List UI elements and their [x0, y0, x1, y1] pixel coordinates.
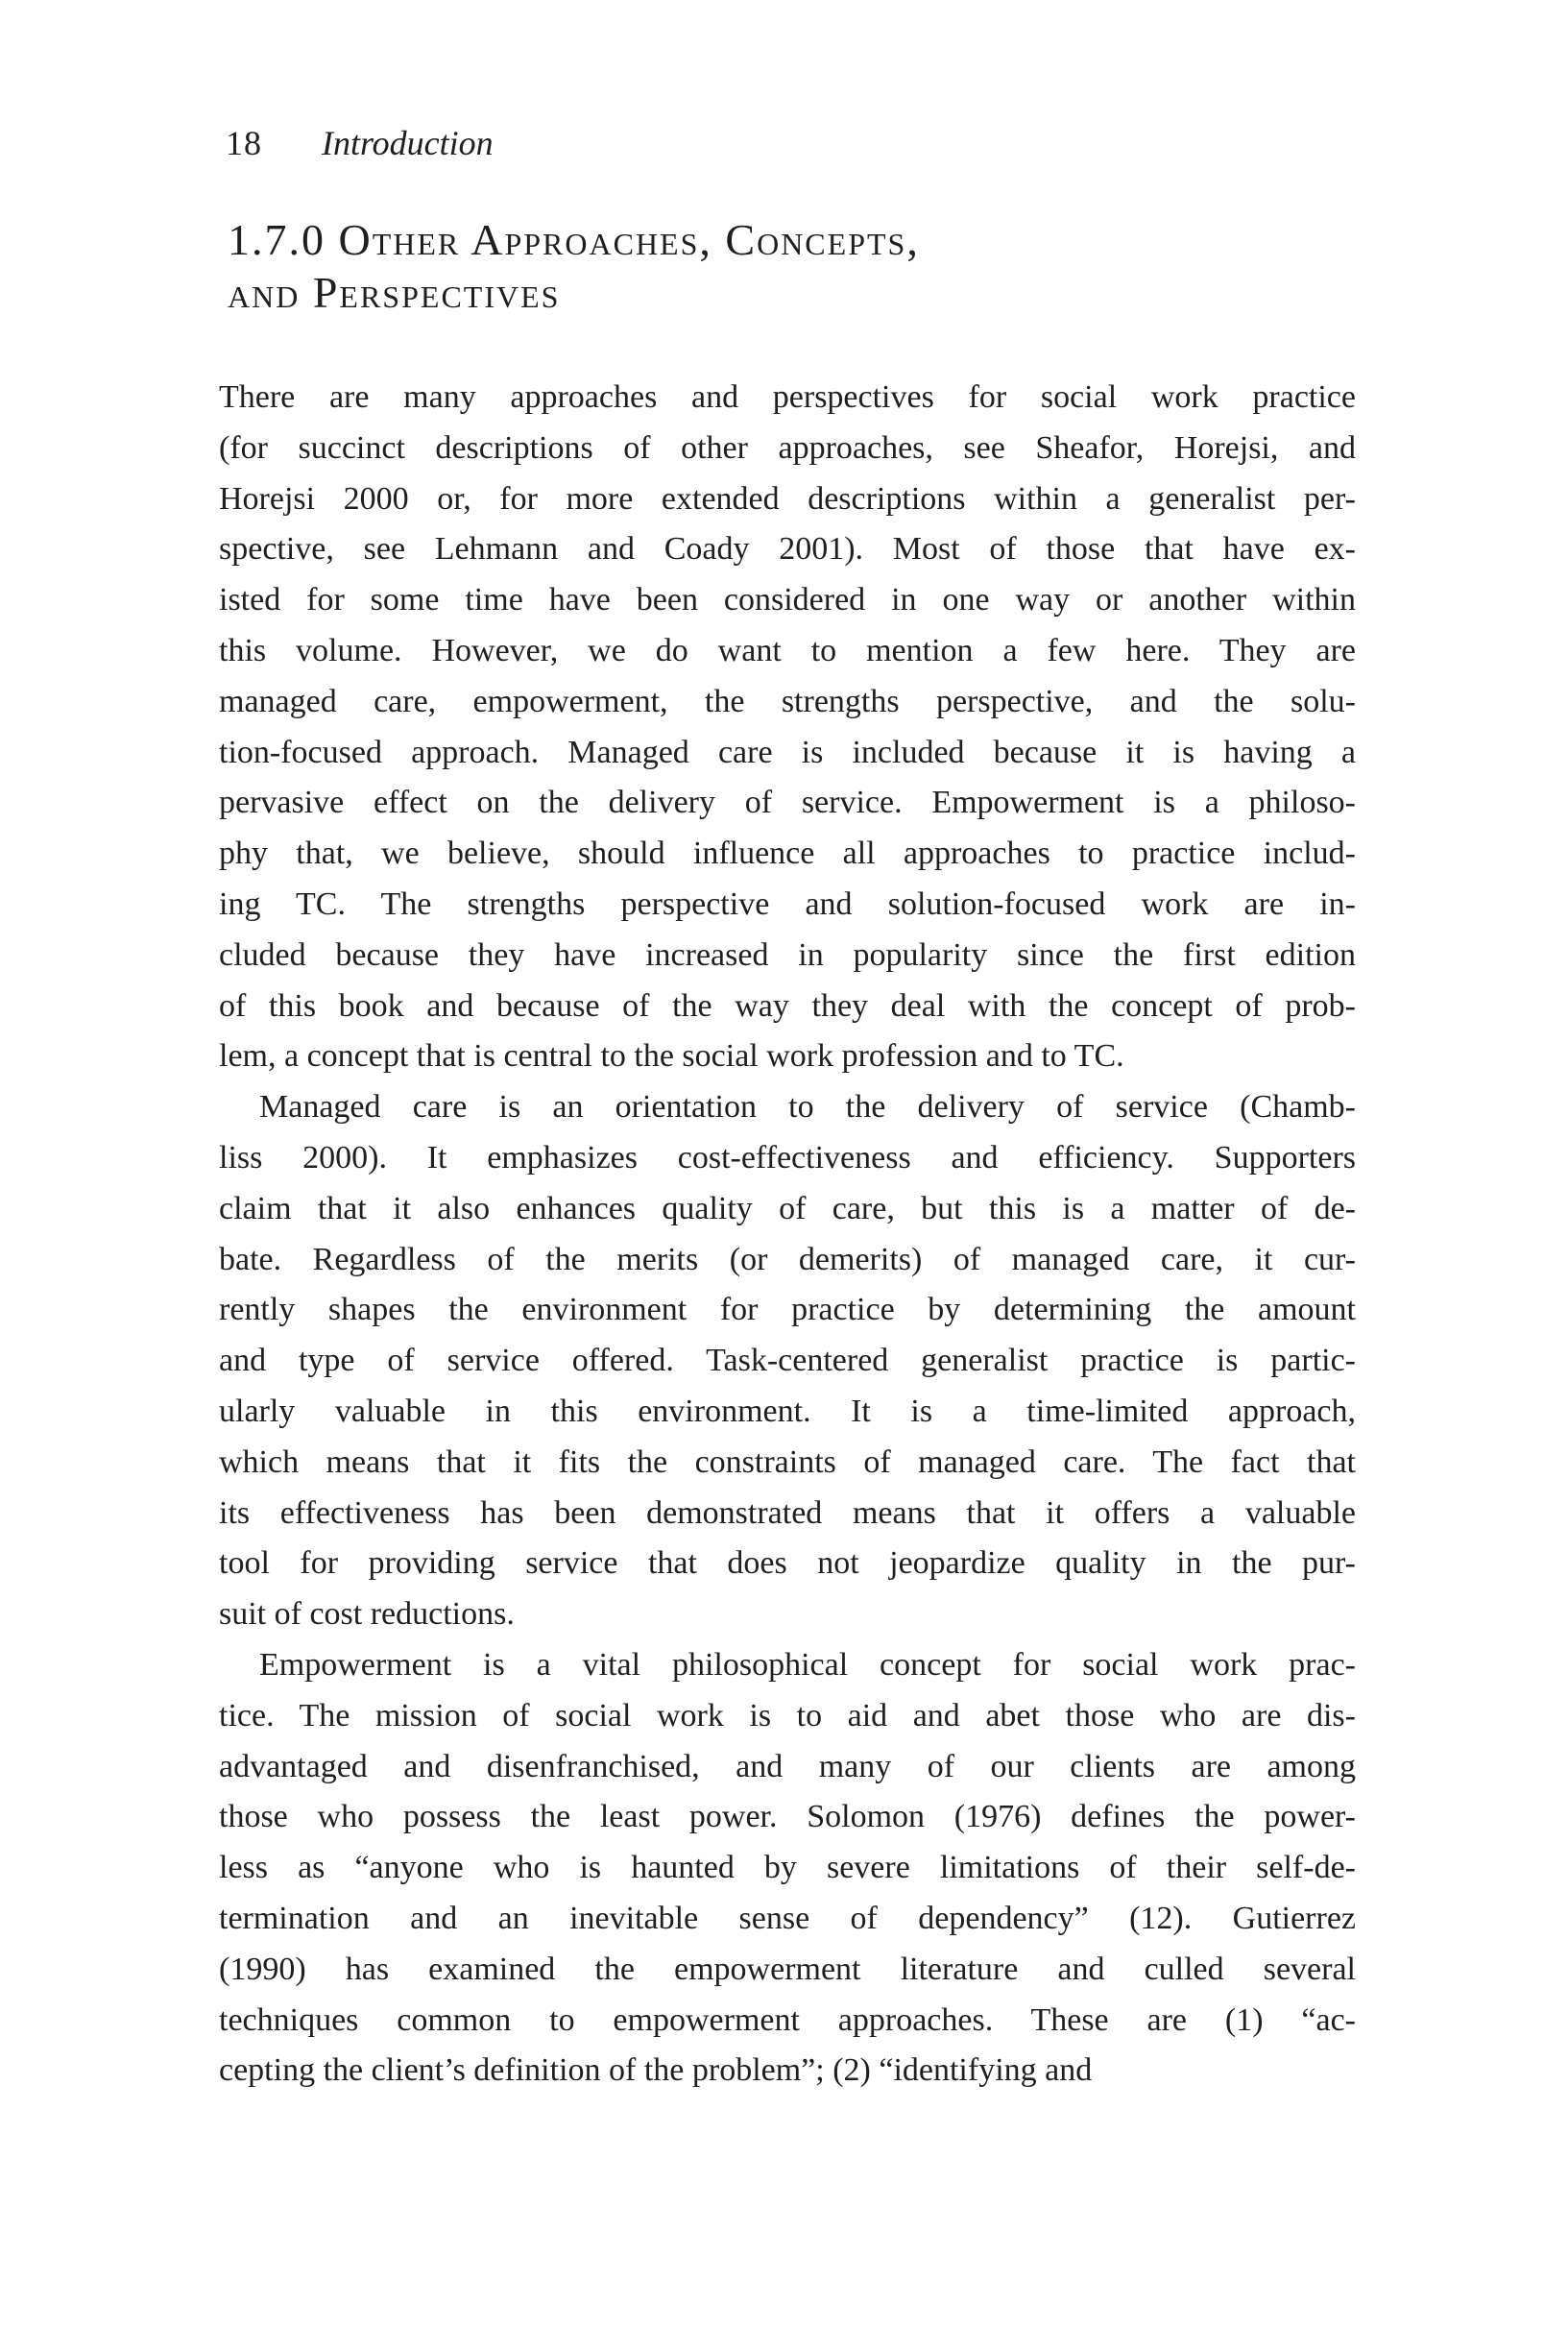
body-line: There are many approaches and perspectives for social work practice — [219, 379, 1356, 415]
body-line: phy that, we believe, should influence all approaches to practice includ- — [219, 836, 1356, 872]
body-line: tool for providing service that does not jeopardize quality in the pur- — [219, 1545, 1356, 1582]
body-line: its effectiveness has been demonstrated means that it offers a valuable — [219, 1494, 1356, 1531]
body-line: Horejsi 2000 or, for more extended descriptions within a generalist per- — [219, 480, 1356, 517]
body-line: those who possess the least power. Solomon (1976) defines the power- — [219, 1799, 1356, 1835]
body-line: Managed care is an orientation to the delivery of service (Chamb- — [259, 1089, 1356, 1126]
body-line: (for succinct descriptions of other approaches, see Sheafor, Horejsi, and — [219, 429, 1356, 466]
body-line: this volume. However, we do want to mention a few here. They are — [219, 632, 1356, 668]
body-line: rently shapes the environment for practice by determining the amount — [219, 1292, 1356, 1328]
body-line: lem, a concept that is central to the social work profession and to TC. — [219, 1038, 1124, 1075]
running-header — [226, 125, 494, 163]
body-line: suit of cost reductions. — [219, 1596, 515, 1633]
running-head: Introduction — [322, 124, 494, 162]
body-line: less as “anyone who is haunted by severe limitations of their self-de- — [219, 1850, 1356, 1886]
body-line: ing TC. The strengths perspective and solution-focused work are in- — [219, 885, 1356, 922]
body-line: cepting the client’s definition of the problem”; (2) “identifying and — [219, 2052, 1093, 2089]
body-line: claim that it also enhances quality of care, but this is a matter of de- — [219, 1190, 1356, 1226]
body-line: (1990) has examined the empowerment literature and culled several — [219, 1951, 1356, 1987]
body-line: of this book and because of the way they deal with the concept of prob- — [219, 987, 1356, 1024]
body-line: Empowerment is a vital philosophical concept for social work prac- — [259, 1646, 1356, 1683]
body-line: liss 2000). It emphasizes cost-effectiveness and efficiency. Supporters — [219, 1139, 1356, 1176]
body-line: termination and an inevitable sense of dependency” (12). Gutierrez — [219, 1900, 1356, 1936]
body-line: bate. Regardless of the merits (or demerits) of managed care, it cur- — [219, 1241, 1356, 1277]
body-line: cluded because they have increased in popularity since the first edition — [219, 936, 1356, 973]
body-text — [219, 373, 1356, 2097]
body-line: tion-focused approach. Managed care is included because it is having a — [219, 734, 1356, 770]
body-line: managed care, empowerment, the strengths perspective, and the solu- — [219, 683, 1356, 719]
section-heading — [228, 213, 1428, 319]
page-number: 18 — [226, 124, 262, 162]
body-line: and type of service offered. Task-centered generalist practice is partic- — [219, 1343, 1356, 1379]
body-line: techniques common to empowerment approaches. These are (1) “ac- — [219, 2001, 1356, 2038]
body-line: pervasive effect on the delivery of service. Empowerment is a philoso- — [219, 785, 1356, 821]
body-line: advantaged and disenfranchised, and many of our clients are among — [219, 1748, 1356, 1784]
body-line: ularly valuable in this environment. It is a time-limited approach, — [219, 1393, 1356, 1429]
body-line: which means that it fits the constraints of managed care. The fact that — [219, 1443, 1356, 1480]
section-heading-line-1: 1.7.0 Other Approaches, Concepts, — [228, 215, 920, 264]
section-heading-line-2: and Perspectives — [228, 268, 561, 317]
body-line: spective, see Lehmann and Coady 2001). Most of those that have ex- — [219, 531, 1356, 568]
body-line: isted for some time have been considered in one way or another within — [219, 582, 1356, 618]
body-line: tice. The mission of social work is to aid and abet those who are dis- — [219, 1697, 1356, 1734]
